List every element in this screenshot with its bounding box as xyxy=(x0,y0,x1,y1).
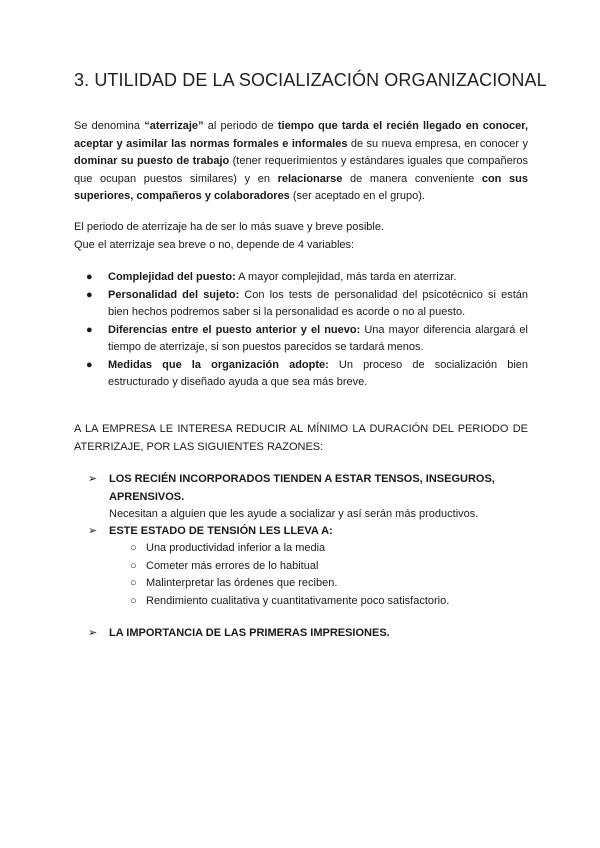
aterrizaje-paragraph xyxy=(74,219,528,254)
reason-item xyxy=(88,523,528,541)
intro-bold: relacionarse xyxy=(277,172,343,185)
bullet-icon: ● xyxy=(86,323,93,336)
list-item xyxy=(130,593,449,611)
circle-bullet-icon: ○ xyxy=(130,542,137,554)
list-item xyxy=(74,357,528,392)
reasons-intro: A LA EMPRESA LE INTERESA REDUCIR AL MÍNIMO LA DURACIÓN DEL PERIODO DE ATERRIZAJE, POR LAS SIGUIENTES RAZONES: xyxy=(74,423,528,453)
bullet-icon: ● xyxy=(86,288,93,301)
reason-item xyxy=(88,625,528,643)
intro-text: Se denomina xyxy=(74,120,145,132)
bullet-icon: ● xyxy=(86,358,93,371)
variable-label: Diferencias entre el puesto anterior y el nuevo: xyxy=(108,323,361,336)
intro-text: de manera conveniente xyxy=(342,172,482,185)
section-heading: 3. UTILIDAD DE LA SOCIALIZACIÓN ORGANIZACIONAL xyxy=(74,70,547,90)
variable-text: Una mayor diferencia alargará el tiempo de aterrizaje, si son puestos parecidos se tardará menos. xyxy=(108,323,528,353)
arrow-icon: ➢ xyxy=(88,525,98,537)
list-item xyxy=(130,558,449,576)
bullet-icon: ● xyxy=(86,271,93,283)
intro-text: al periodo de xyxy=(203,120,278,132)
intro-paragraph xyxy=(74,118,528,206)
effect-text: Malinterpretar las órdenes que reciben. xyxy=(146,577,338,589)
intro-text: (ser aceptado en el grupo). xyxy=(289,190,425,202)
effect-text: Cometer más errores de lo habitual xyxy=(146,559,319,572)
list-item xyxy=(130,575,449,593)
variable-label: Personalidad del sujeto: xyxy=(108,288,240,301)
variables-list xyxy=(74,269,528,392)
reason-item xyxy=(88,471,528,524)
variable-label: Complejidad del puesto: xyxy=(108,271,236,283)
paragraph-line: El periodo de aterrizaje ha de ser lo más suave y breve posible. xyxy=(74,221,385,233)
reason-title: ESTE ESTADO DE TENSIÓN LES LLEVA A: xyxy=(109,525,333,537)
intro-text: (tener requerimientos y estándares iguales que compañeros que ocupan puestos similares) y en xyxy=(74,155,528,185)
tension-effects-list xyxy=(130,540,449,610)
circle-bullet-icon: ○ xyxy=(130,577,137,589)
effect-text: Una productividad inferior a la media xyxy=(146,542,326,554)
reason-text: Necesitan a alguien que les ayude a socializar y así serán más productivos. xyxy=(109,508,479,520)
list-item xyxy=(74,269,528,287)
variable-text: Un proceso de socialización bien estructurado y diseñado ayuda a que sea más breve. xyxy=(108,358,528,388)
intro-bold: con sus superiores, compañeros y colaboradores xyxy=(74,172,528,202)
list-item xyxy=(74,322,528,357)
reason-title: LA IMPORTANCIA DE LAS PRIMERAS IMPRESIONES. xyxy=(109,627,390,639)
intro-bold: tiempo que tarda el recién llegado en conocer, aceptar y asimilar las normas formales e informales xyxy=(74,120,529,150)
intro-text: de su nueva empresa, en conocer y xyxy=(347,137,528,150)
variable-text: Con los tests de personalidad del psicotécnico si están bien hechos podremos saber si la personalidad es acorde o no al puesto. xyxy=(108,288,528,318)
arrow-icon: ➢ xyxy=(88,627,98,639)
variable-label: Medidas que la organización adopte: xyxy=(108,358,329,371)
variable-text: A mayor complejidad, más tarda en aterrizar. xyxy=(235,271,457,283)
circle-bullet-icon: ○ xyxy=(130,594,137,607)
reason-title: LOS RECIÉN INCORPORADOS TIENDEN A ESTAR TENSOS, INSEGUROS, APRENSIVOS. xyxy=(109,473,495,503)
arrow-icon: ➢ xyxy=(88,473,98,485)
effect-text: Rendimiento cualitativa y cuantitativamente poco satisfactorio. xyxy=(146,594,450,607)
intro-bold: dominar su puesto de trabajo xyxy=(74,155,230,167)
paragraph-line: Que el aterrizaje sea breve o no, depende de 4 variables: xyxy=(74,238,355,251)
intro-term: “aterrizaje” xyxy=(144,120,204,132)
list-item xyxy=(74,287,528,322)
list-item xyxy=(130,540,449,558)
circle-bullet-icon: ○ xyxy=(130,559,137,572)
